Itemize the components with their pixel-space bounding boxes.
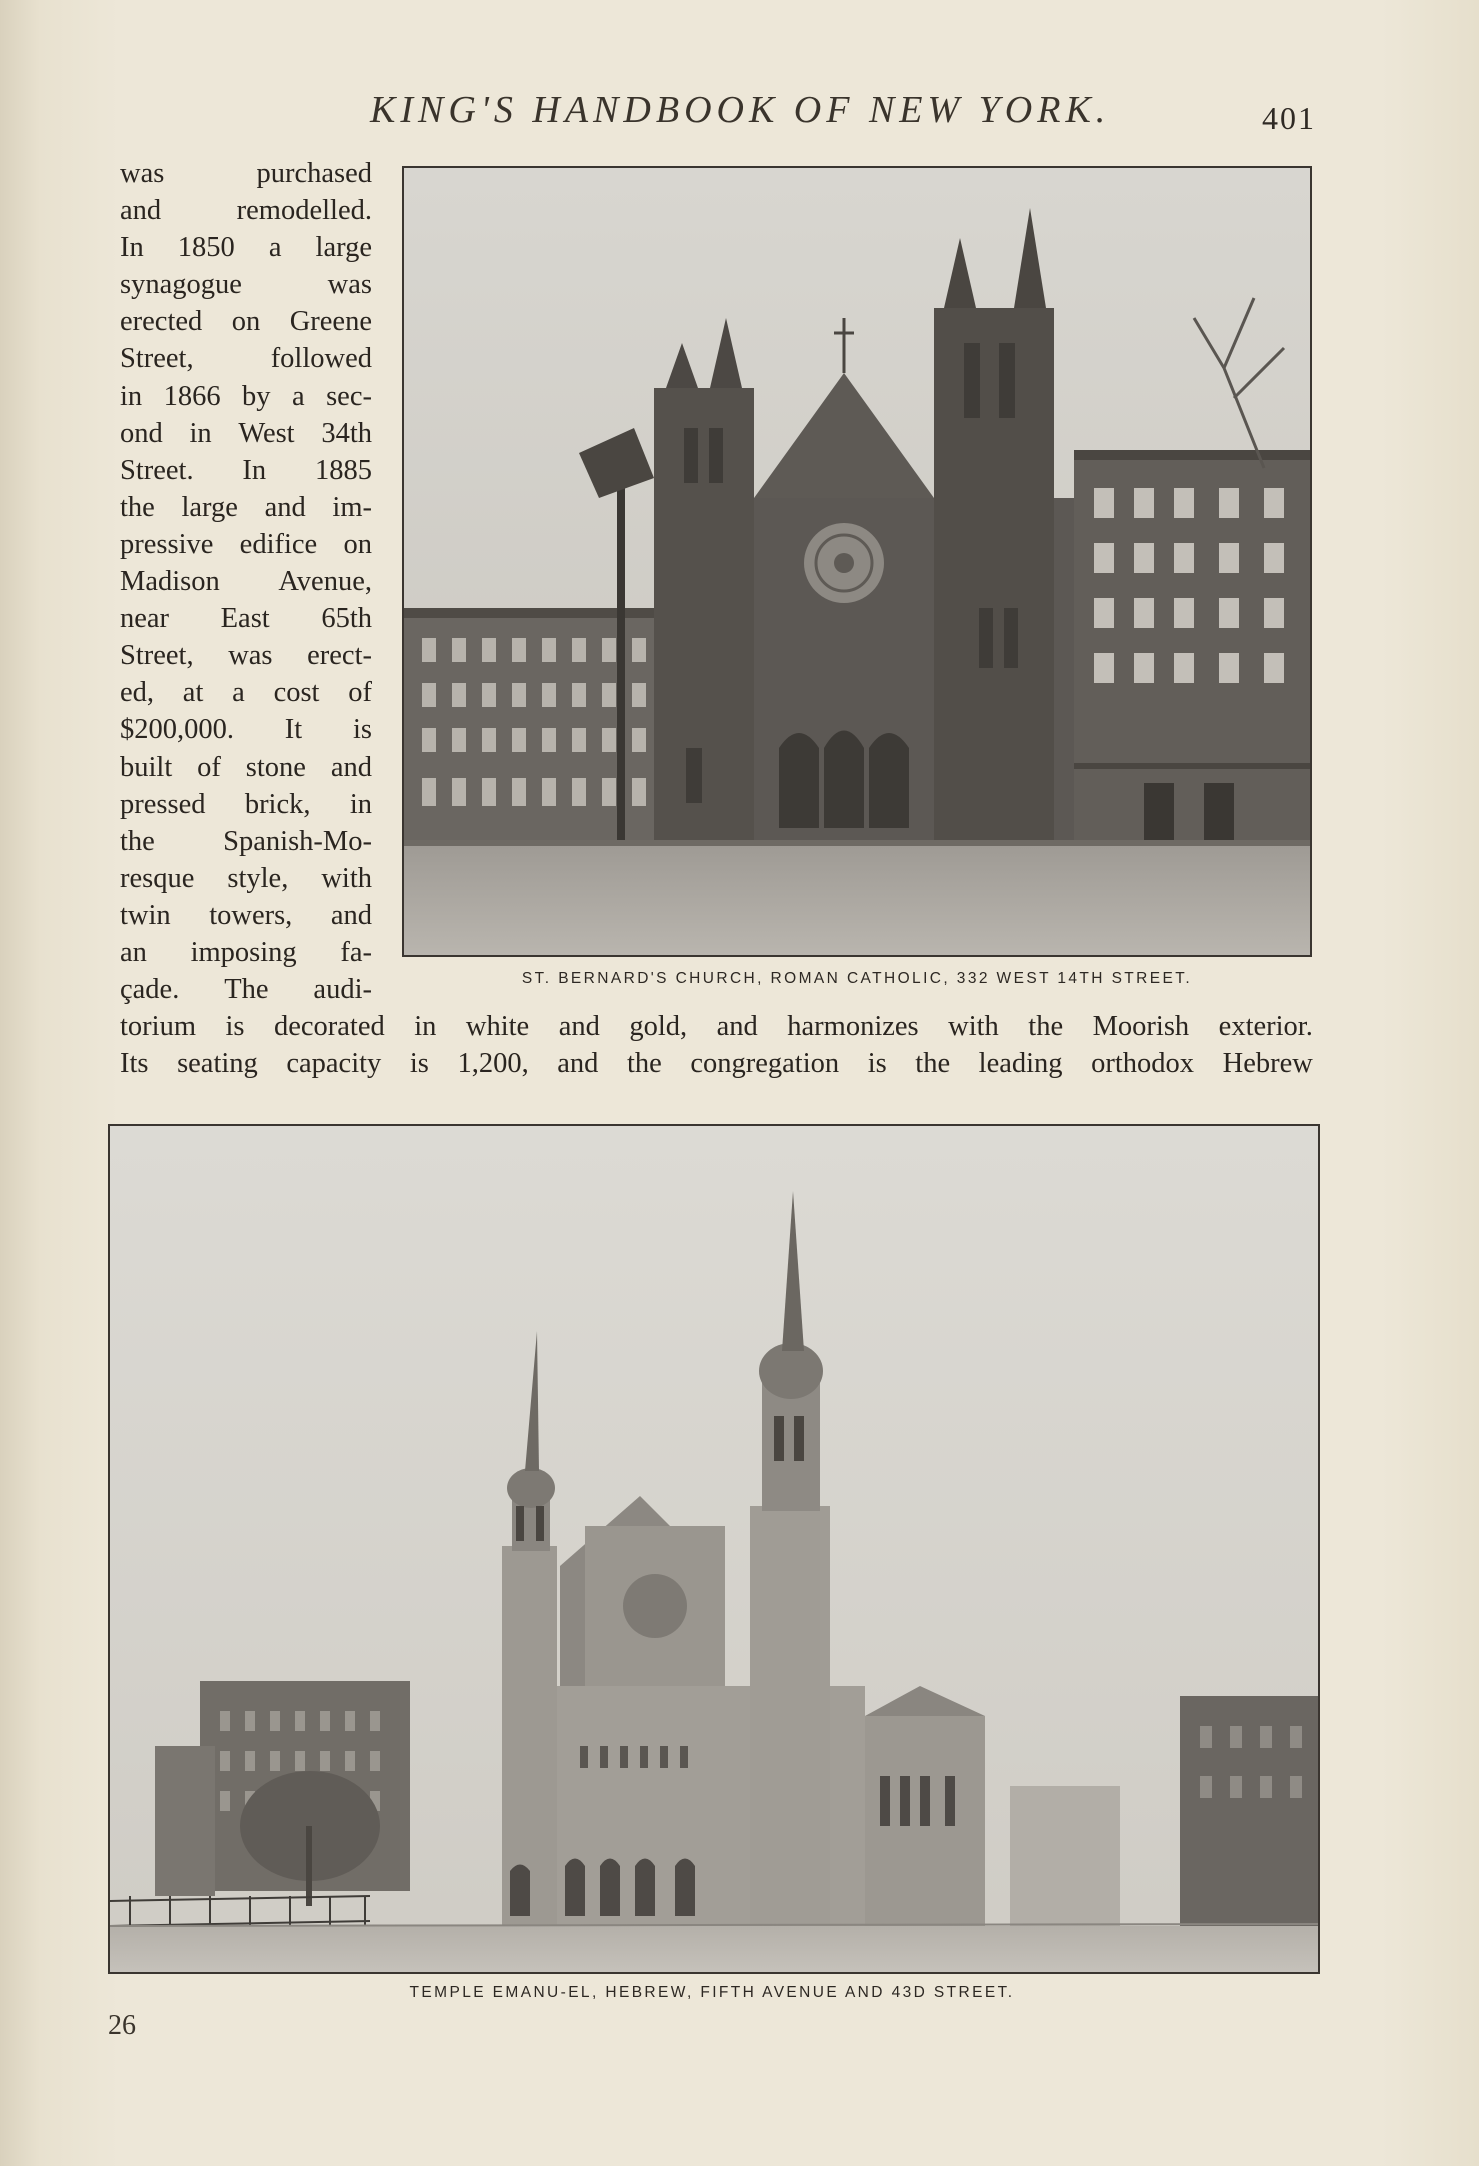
temple-emanu-el-photo <box>108 1124 1320 1974</box>
word: followed <box>270 343 372 375</box>
word: Spanish-Mo- <box>223 825 372 857</box>
word: cost <box>273 677 320 709</box>
word: was <box>327 269 372 301</box>
word: exterior. <box>1218 1011 1313 1042</box>
word: West <box>238 417 295 449</box>
column-text-line <box>120 303 372 340</box>
word: congregation <box>690 1048 840 1079</box>
word: purchased <box>256 158 372 189</box>
word: and <box>330 899 372 931</box>
word: fa- <box>340 936 372 968</box>
column-text-line <box>120 229 372 266</box>
full-width-text <box>120 1008 1313 1082</box>
word: the <box>915 1048 951 1079</box>
column-text-line <box>120 971 372 1008</box>
word: white <box>465 1011 530 1042</box>
word: Greene <box>289 306 372 338</box>
column-text-line <box>120 155 372 192</box>
word: sec- <box>326 380 372 412</box>
word: It <box>284 714 303 746</box>
column-text-line <box>120 489 372 526</box>
word: capacity <box>286 1048 382 1079</box>
full-text-line <box>120 1045 1313 1082</box>
word: Hebrew <box>1222 1048 1313 1079</box>
word: Madison <box>120 566 220 598</box>
column-text-line <box>120 674 372 711</box>
word: and <box>716 1011 758 1042</box>
word: was <box>228 640 273 672</box>
word: style, <box>227 862 289 894</box>
column-text-line <box>120 452 372 489</box>
column-text-line <box>120 266 372 303</box>
word: and <box>330 751 372 783</box>
word: an <box>120 936 147 968</box>
word: 34th <box>321 417 372 449</box>
word: leading <box>978 1048 1063 1079</box>
word: ed, <box>120 677 155 709</box>
word: edifice <box>239 528 318 560</box>
word: East <box>220 603 270 635</box>
word: brick, <box>244 788 311 820</box>
word: was <box>120 158 165 189</box>
word: in <box>120 380 143 412</box>
word: by <box>242 380 271 412</box>
narrow-column-text <box>120 155 372 1008</box>
word: on <box>231 306 261 338</box>
word: audi- <box>313 974 372 1006</box>
figure-2-caption: TEMPLE EMANU-EL, HEBREW, FIFTH AVENUE AND 43D STREET. <box>409 1984 1015 2001</box>
word: 1,200, <box>457 1048 529 1079</box>
st-bernards-church-photo <box>402 166 1312 957</box>
word: the <box>1028 1011 1064 1042</box>
word: on <box>343 528 372 560</box>
word: with <box>321 862 372 894</box>
word: in <box>349 788 372 820</box>
word: resque <box>120 862 195 894</box>
word: erected <box>120 306 203 338</box>
word: 1850 <box>177 232 235 264</box>
column-text-line <box>120 860 372 897</box>
column-text-line <box>120 340 372 377</box>
word: Its <box>120 1048 149 1079</box>
word: 1885 <box>314 454 372 486</box>
word: 1866 <box>163 380 221 412</box>
word: built <box>120 751 173 783</box>
word: with <box>948 1011 999 1042</box>
word: of <box>348 677 372 709</box>
word: pressed <box>120 788 206 820</box>
column-text-line <box>120 192 372 229</box>
word: is <box>409 1048 429 1079</box>
word: orthodox <box>1091 1048 1195 1079</box>
word: çade. <box>120 974 180 1006</box>
word: decorated <box>273 1011 385 1042</box>
word: near <box>120 603 170 635</box>
word: is <box>225 1011 245 1042</box>
word: $200,000. <box>120 714 234 746</box>
word: in <box>414 1011 437 1042</box>
word: remodelled. <box>236 195 372 227</box>
word: pressive <box>120 528 214 560</box>
word: towers, <box>209 899 293 931</box>
word: twin <box>120 899 171 931</box>
word: the <box>120 825 155 857</box>
word: im- <box>332 491 372 523</box>
word: gold, <box>629 1011 688 1042</box>
word: In <box>242 454 267 486</box>
word: harmonizes <box>787 1011 919 1042</box>
column-text-line <box>120 415 372 452</box>
word: is <box>352 714 372 746</box>
word: Avenue, <box>278 566 372 598</box>
word: imposing <box>190 936 297 968</box>
word: Street, <box>120 343 194 375</box>
word: the <box>120 491 155 523</box>
column-text-line <box>120 786 372 823</box>
word: stone <box>245 751 306 783</box>
word: Street, <box>120 640 194 672</box>
word: of <box>197 751 221 783</box>
column-text-line <box>120 823 372 860</box>
figure-1-caption: ST. BERNARD'S CHURCH, ROMAN CATHOLIC, 332 WEST 14TH STREET. <box>521 970 1193 987</box>
column-text-line <box>120 749 372 786</box>
word: large <box>181 491 238 523</box>
column-text-line <box>120 526 372 563</box>
column-text-line <box>120 378 372 415</box>
word: synagogue <box>120 269 242 301</box>
word: a <box>291 380 305 412</box>
column-text-line <box>120 897 372 934</box>
full-text-line <box>120 1008 1313 1045</box>
word: torium <box>120 1011 196 1042</box>
page-number: 401 <box>1262 100 1316 136</box>
word: and <box>120 195 162 227</box>
column-text-line <box>120 711 372 748</box>
word: Moorish <box>1092 1011 1190 1042</box>
word: in <box>189 417 212 449</box>
word: Street. <box>120 454 194 486</box>
word: ond <box>120 417 163 449</box>
word: 65th <box>321 603 372 635</box>
running-title: KING'S HANDBOOK OF NEW YORK. <box>370 89 1111 131</box>
word: large <box>315 232 372 264</box>
word: erect- <box>307 640 372 672</box>
word: seating <box>177 1048 258 1079</box>
column-text-line <box>120 563 372 600</box>
word: a <box>232 677 245 709</box>
word: The <box>224 974 269 1006</box>
column-text-line <box>120 637 372 674</box>
word: at <box>182 677 204 709</box>
word: the <box>626 1048 662 1079</box>
word: and <box>557 1048 599 1079</box>
column-text-line <box>120 934 372 971</box>
word: a <box>268 232 282 264</box>
signature-mark: 26 <box>108 2010 136 2041</box>
word: and <box>558 1011 600 1042</box>
word: In <box>120 232 144 264</box>
column-text-line <box>120 600 372 637</box>
word: is <box>867 1048 887 1079</box>
word: and <box>264 491 306 523</box>
